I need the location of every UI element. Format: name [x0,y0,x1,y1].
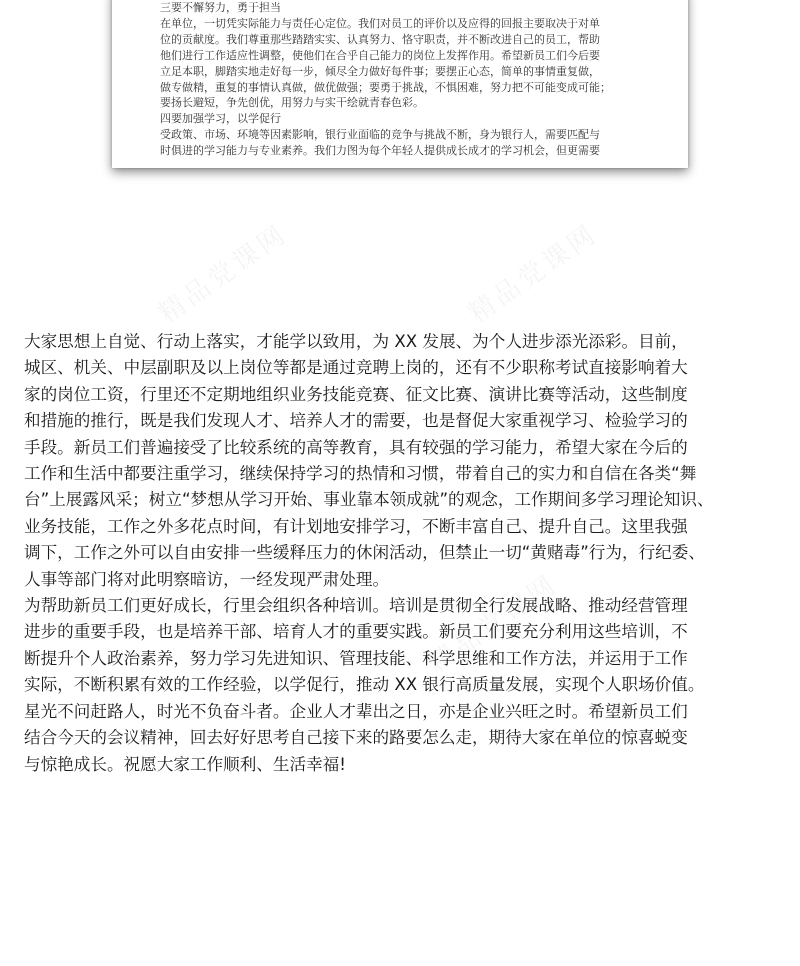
body-line: 结合今天的会议精神，回去好好思考自己接下来的路要怎么走，期待大家在单位的惊喜蜕变 [24,728,688,748]
preview-line: 受政策、市场、环境等因素影响，银行业面临的竞争与挑战不断，身为银行人，需要匹配与 [160,128,600,142]
preview-line: 立足本职，脚踏实地走好每一步，倾尽全力做好每件事；要摆正心态，简单的事情重复做， [160,64,600,78]
body-line: 人事等部门将对此明察暗访，一经发现严肃处理。 [24,569,390,589]
body-line: 城区、机关、中层副职及以上岗位等都是通过竞聘上岗的，还有不少职称考试直接影响着大 [24,358,688,378]
body-line: 与惊艳成长。祝愿大家工作顺利、生活幸福! [24,754,346,774]
body-line: 台”上展露风采；树立“梦想从学习开始、事业靠本领成就”的观念，工作期间多学习理论知识、 [24,490,714,510]
body-line: 进步的重要手段，也是培养干部、培育人才的重要实践。新员工们要充分利用这些培训，不 [24,622,688,642]
preview-line: 时俱进的学习能力与专业素养。我们力图为每个年轻人提供成长成才的学习机会，但更需要 [160,144,600,158]
preview-line: 在单位，一切凭实际能力与责任心定位。我们对员工的评价以及应得的回报主要取决于对单 [160,16,600,30]
body-line: 家的岗位工资，行里还不定期地组织业务技能竞赛、征文比赛、演讲比赛等活动，这些制度 [24,384,688,404]
watermark [150,214,294,330]
body-line: 星光不问赶路人，时光不负奋斗者。企业人才辈出之日，亦是企业兴旺之时。希望新员工们 [24,701,688,721]
document-preview-page [112,0,688,168]
document-body [24,329,784,778]
watermark [460,214,604,330]
body-line: 和措施的推行，既是我们发现人才、培养人才的需要，也是督促大家重视学习、检验学习的 [24,411,688,431]
body-line: 断提升个人政治素养，努力学习先进知识、管理技能、科学思维和工作方法，并运用于工作 [24,648,688,668]
preview-line: 位的贡献度。我们尊重那些踏踏实实、认真努力、恪守职责，并不断改进自己的员工，帮助 [160,32,600,46]
preview-line: 做专做精，重复的事情认真做，做优做强；要勇于挑战，不惧困难，努力把不可能变成可能； [160,80,611,94]
preview-text [160,0,670,159]
body-line: 为帮助新员工们更好成长，行里会组织各种培训。培训是贯彻全行发展战略、推动经营管理 [24,596,688,616]
body-line: 工作和生活中都要注重学习，继续保持学习的热情和习惯，带着自己的实力和自信在各类“舞 [24,464,697,484]
body-line: 业务技能，工作之外多花点时间，有计划地安排学习，不断丰富自己、提升自己。这里我强 [24,516,688,536]
preview-line: 四要加强学习，以学促行 [160,112,281,126]
preview-line: 他们进行工作适应性调整，使他们在合乎自己能力的岗位上发挥作用。希望新员工们今后要 [160,48,600,62]
document-preview-area [0,0,800,200]
body-line: 调下，工作之外可以自由安排一些缓释压力的休闲活动，但禁止一切“黄赌毒”行为，行纪委、 [24,543,705,563]
body-line: 手段。新员工们普遍接受了比较系统的高等教育，具有较强的学习能力，希望大家在今后的 [24,437,688,457]
preview-line: 三要不懈努力，勇于担当 [160,1,281,14]
preview-line: 要扬长避短，争先创优，用努力与实干绘就青春色彩。 [160,96,424,110]
body-line: 实际，不断积累有效的工作经验，以学促行，推动 XX 银行高质量发展，实现个人职场价值。 [24,675,705,695]
body-line: 大家思想上自觉、行动上落实，才能学以致用，为 XX 发展、为个人进步添光添彩。目前， [24,332,688,351]
